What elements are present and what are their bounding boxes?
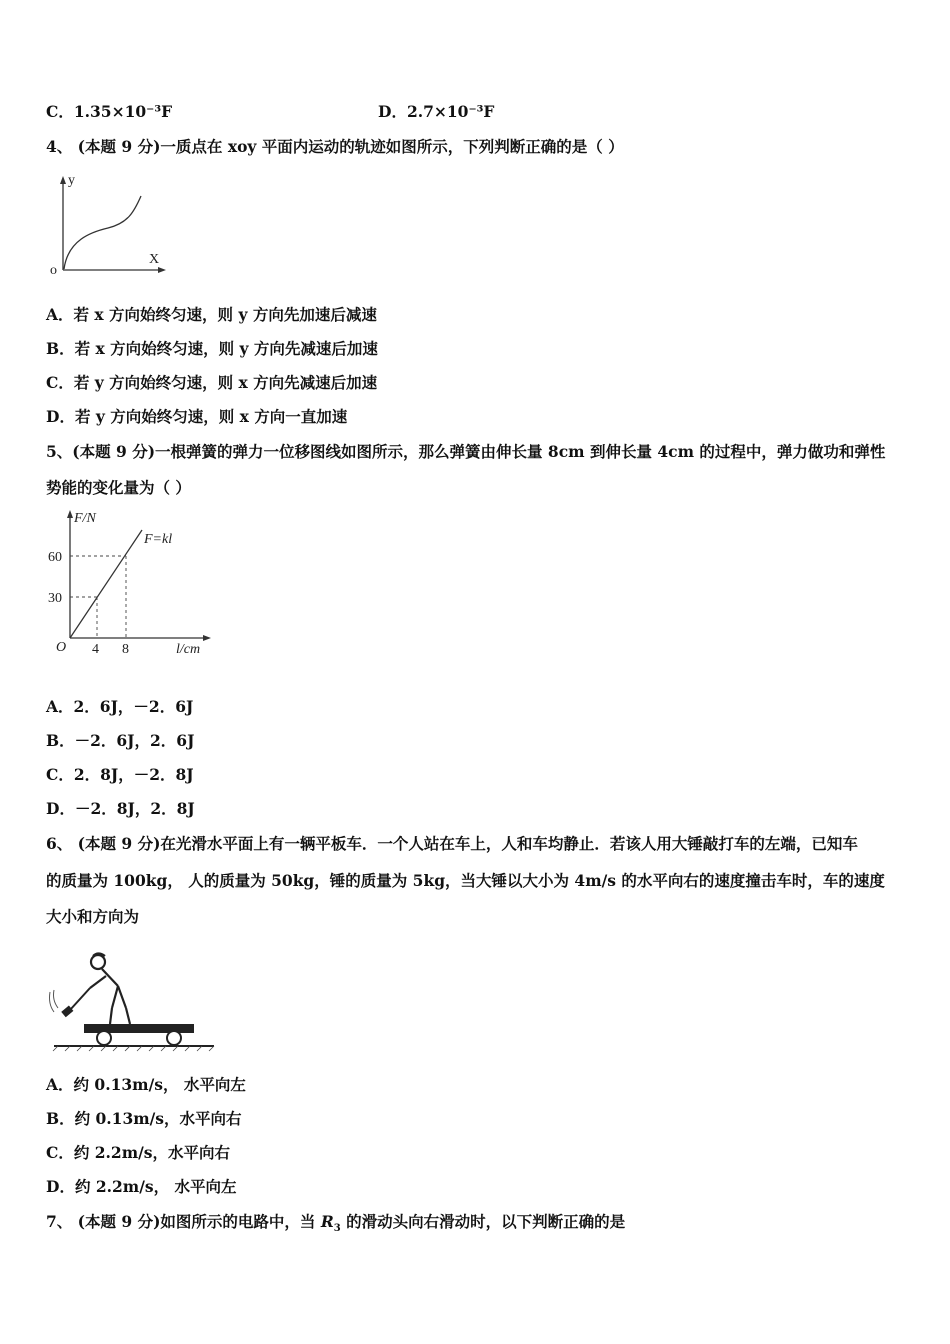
q6-stem-line3: 大小和方向为 xyxy=(46,907,140,926)
q5-force-line xyxy=(70,530,142,638)
q6-option-b: B．约 0.13m/s，水平向右 xyxy=(46,1109,242,1128)
q6-hammer xyxy=(50,988,91,1017)
q5-option-c: C．2．8J，－2．8J xyxy=(46,765,194,784)
q6-option-d: D．约 2.2m/s， 水平向左 xyxy=(46,1177,237,1196)
q6-option-c: C．约 2.2m/s，水平向右 xyxy=(46,1143,230,1162)
q4-option-a: A．若 x 方向始终匀速，则 y 方向先加速后减速 xyxy=(46,305,377,324)
q4-trajectory-figure xyxy=(46,170,176,280)
q6-stem-line1: 6、 (本题 9 分)在光滑水平面上有一辆平板车．一个人站在车上，人和车均静止．若该人用大锤敲打车的左端，已知车 xyxy=(46,834,858,853)
q5-force-displacement-graph xyxy=(46,505,216,660)
q7-resistor-subscript: 3 xyxy=(333,1223,341,1235)
q4-y-label: y xyxy=(68,173,75,188)
q5-y-tick-30: 30 xyxy=(48,591,62,606)
q6-stem-line2: 的质量为 100kg， 人的质量为 50kg，锤的质量为 5kg，当大锤以大小为 4m/s 的水平向右的速度撞击车时，车的速度 xyxy=(46,871,885,890)
q4-y-arrow xyxy=(60,176,66,184)
q5-line-label: F=kl xyxy=(144,532,173,547)
q5-option-d: D．－2．8J，2．8J xyxy=(46,799,195,818)
q6-person-hammer-cart-figure xyxy=(44,942,220,1054)
q4-option-b: B．若 x 方向始终匀速，则 y 方向先减速后加速 xyxy=(46,339,378,358)
q6-cart-wheel-left xyxy=(97,1031,111,1045)
q5-option-b: B．－2．6J，2．6J xyxy=(46,731,195,750)
q7-resistor-symbol: R xyxy=(320,1212,334,1231)
q4-origin-label: o xyxy=(50,263,57,278)
q4-x-arrow xyxy=(158,267,166,273)
q7-stem xyxy=(46,1212,625,1239)
q5-x-tick-8: 8 xyxy=(122,642,129,657)
q3-option-d: D．2.7×10⁻³F xyxy=(378,102,495,121)
q5-option-a: A．2．6J，－2．6J xyxy=(46,697,194,716)
q4-option-d: D．若 y 方向始终匀速，则 x 方向一直加速 xyxy=(46,407,348,426)
q5-y-tick-60: 60 xyxy=(48,550,62,565)
q5-stem-line2: 势能的变化量为（ ） xyxy=(46,478,191,497)
q5-x-tick-4: 4 xyxy=(92,642,99,657)
q7-stem-post: 的滑动头向右滑动时，以下判断正确的是 xyxy=(340,1212,626,1231)
q5-x-label: l/cm xyxy=(176,642,201,657)
q5-y-label: F/N xyxy=(74,511,96,526)
q4-x-label: X xyxy=(149,252,160,267)
q5-x-arrow xyxy=(203,635,211,641)
q5-y-arrow xyxy=(67,510,73,518)
q6-person xyxy=(90,954,130,1025)
q5-origin-label: O xyxy=(56,640,67,655)
q3-option-c: C．1.35×10⁻³F xyxy=(46,102,173,121)
q4-trajectory-curve xyxy=(64,196,141,269)
q6-cart-wheel-right xyxy=(167,1031,181,1045)
q4-stem: 4、 (本题 9 分)一质点在 xoy 平面内运动的轨迹如图所示，下列判断正确的是（ ） xyxy=(46,137,624,156)
q7-stem-pre: 7、 (本题 9 分)如图所示的电路中，当 xyxy=(46,1212,321,1231)
q4-option-c: C．若 y 方向始终匀速，则 x 方向先减速后加速 xyxy=(46,373,378,392)
q6-option-a: A．约 0.13m/s， 水平向左 xyxy=(46,1075,246,1094)
q5-stem-line1: 5、(本题 9 分)一根弹簧的弹力一位移图线如图所示，那么弹簧由伸长量 8cm 到伸长量 4cm 的过程中，弹力做功和弹性 xyxy=(46,442,886,461)
